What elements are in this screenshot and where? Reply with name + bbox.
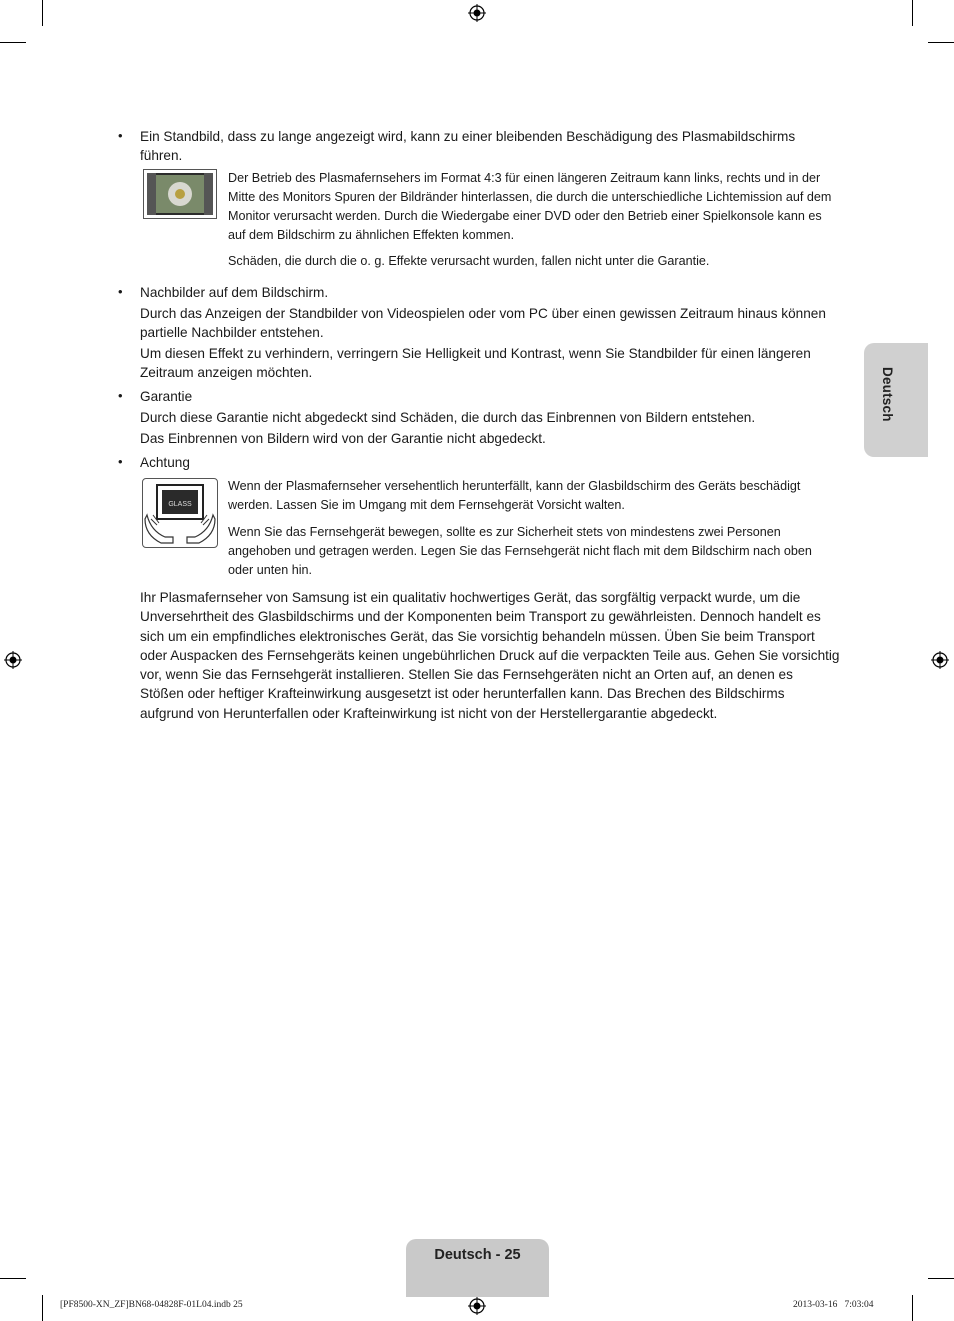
crop-mark xyxy=(912,0,913,26)
item-2-paragraph-2: Um diesen Effekt zu verhindern, verringern Sie Helligkeit und Kontrast, wenn Sie Standbilder für einen längeren Zeitraum anzeigen möchten. xyxy=(140,346,811,381)
item-3-paragraph-1: Durch diese Garantie nicht abgedeckt sind Schäden, die durch das Einbrennen von Bildern entstehen. xyxy=(140,410,756,425)
tv-4-3-image xyxy=(143,169,217,219)
item-1-detail-2: Schäden, die durch die o. g. Effekte verursacht wurden, fallen nicht unter die Garantie. xyxy=(228,254,710,268)
item-4-detail-2: Wenn Sie das Fernsehgerät bewegen, sollte es zur Sicherheit stets von mindestens zwei Personen angehoben und getragen werden. Legen Sie das Fernsehgerät nicht flach mit dem Bildschirm nach oben oder unten hin. xyxy=(228,525,812,577)
page-label: Deutsch - 25 xyxy=(434,1247,521,1263)
crop-mark xyxy=(0,1278,26,1279)
item-1-detail-1: Der Betrieb des Plasmafernsehers im Format 4:3 für einen längeren Zeitraum kann links, rechts und in der Mitte des Monitors Spuren der Bildränder hinterlassen, die durch die unterschiedliche Lichtemission auf dem Monitor verursacht werden. Durch die Wiedergabe einer DVD oder den Betrieb einer Spielkonsole kann es auf dem Bildschirm zu ähnlichen Effekten kommen. xyxy=(228,171,832,242)
footer-file: [PF8500-XN_ZF]BN68-04828F-01L04.indb 25 xyxy=(60,1300,243,1310)
registration-mark-icon xyxy=(468,4,486,22)
crop-mark xyxy=(912,1295,913,1321)
glass-tv-hands-image xyxy=(142,478,218,548)
registration-mark-icon xyxy=(931,651,949,669)
item-2-paragraph-1: Durch das Anzeigen der Standbilder von Videospielen oder vom PC über einen gewissen Zeitraum hinaus können partielle Nachbilder entstehen. xyxy=(140,306,826,341)
crop-mark xyxy=(928,42,954,43)
registration-mark-icon xyxy=(4,651,22,669)
language-side-tab xyxy=(864,343,928,457)
crop-mark xyxy=(42,0,43,26)
glass-label: GLASS xyxy=(168,501,192,508)
closing-paragraph: Ihr Plasmafernseher von Samsung ist ein qualitativ hochwertiges Gerät, das sorgfältig verpackt wurde, um die Unversehrtheit des Glasbildschirms und der Komponenten beim Transport zu gewährleisten. Dennoch handelt es sich um ein empfindliches elektronisches Gerät, das Sie vorsichtig behandeln müssen. Üben Sie beim Transport oder Auspacken des Fernsehgeräts keinen ungebührlichen Druck auf die verpackten Teile aus. Gehen Sie vorsichtig vor, wenn Sie das Fernsehgerät installieren. Stellen Sie das Fernsehgeräten nicht an Orten auf, an denen es Stößen oder heftiger Krafteinwirkung ausgesetzt ist oder herunterfallen kann. Das Brechen des Bildschirms aufgrund von Herunterfallen oder Krafteinwirkung ist nicht von der Herstellergarantie abgedeckt. xyxy=(140,590,840,721)
bullet: • xyxy=(118,284,123,299)
item-4-title: Achtung xyxy=(140,455,190,470)
item-3-paragraph-2: Das Einbrennen von Bildern wird von der Garantie nicht abgedeckt. xyxy=(140,431,546,446)
hands-holding-tv-icon xyxy=(143,479,217,547)
tv-flower-icon xyxy=(144,170,216,218)
registration-mark-icon xyxy=(468,1297,486,1315)
bullet: • xyxy=(118,128,123,143)
crop-mark xyxy=(0,42,26,43)
item-3-title: Garantie xyxy=(140,389,193,404)
bullet: • xyxy=(118,454,123,469)
side-tab-label: Deutsch xyxy=(880,367,895,422)
bullet: • xyxy=(118,388,123,403)
crop-mark xyxy=(928,1278,954,1279)
footer-timestamp: 2013-03-16 7:03:04 xyxy=(793,1300,874,1310)
crop-mark xyxy=(42,1295,43,1321)
item-2-title: Nachbilder auf dem Bildschirm. xyxy=(140,285,329,300)
item-1-title: Ein Standbild, dass zu lange angezeigt wird, kann zu einer bleibenden Beschädigung des Plasmabildschirms führen. xyxy=(140,129,796,164)
item-4-detail-1: Wenn der Plasmafernseher versehentlich herunterfällt, kann der Glasbildschirm des Geräts beschädigt werden. Lassen Sie im Umgang mit dem Fernsehgerät Vorsicht walten. xyxy=(228,479,801,512)
page-number-tab xyxy=(406,1239,549,1297)
